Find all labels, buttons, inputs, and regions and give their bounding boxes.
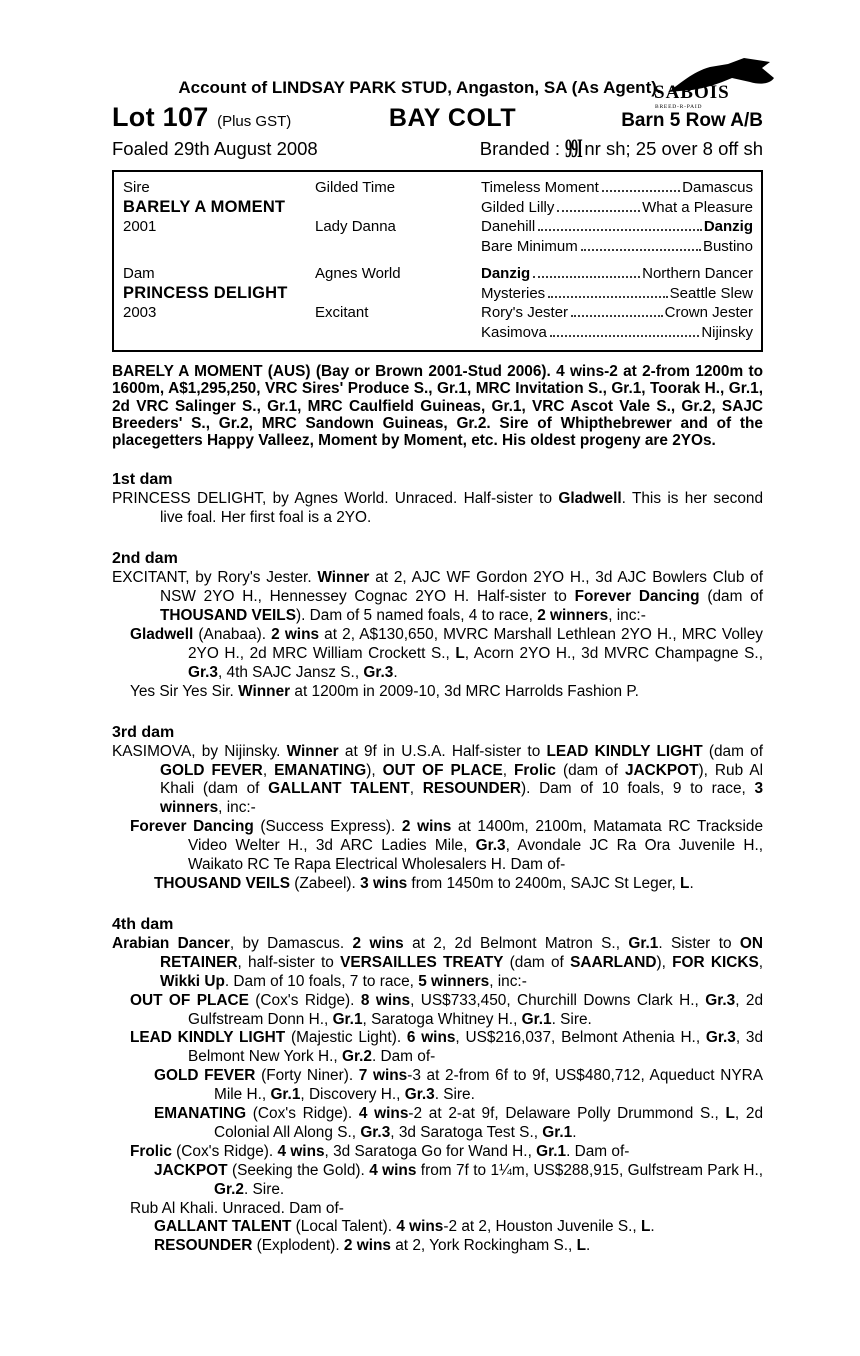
- emphasis-text: ON RETAINER: [160, 934, 764, 971]
- emphasis-text: Gladwell: [558, 490, 622, 508]
- plain-text: from 7f to 1¼m, US$288,915, Gulfstream Park H.,: [416, 1161, 764, 1179]
- plain-text: ), Rub Al Khali (dam of: [160, 761, 764, 798]
- emphasis-text: OUT OF PLACE: [130, 991, 249, 1009]
- pedigree-row: [123, 178, 753, 198]
- emphasis-text: Winner: [286, 742, 339, 760]
- dam-paragraph: [112, 490, 763, 528]
- plain-text: at 2, AJC WF Gordon 2YO H., 3d AJC Bowlers Club of NSW 2YO H., Hennessey Cognac 2YO H. Half-sister to: [160, 569, 763, 606]
- dam-paragraph: [112, 935, 763, 992]
- plain-text: (Anabaa).: [193, 626, 272, 644]
- gen3-name: Kasimova: [481, 323, 547, 341]
- emphasis-text: LEAD KINDLY LIGHT: [546, 742, 703, 760]
- emphasis-text: THOUSAND VEILS: [154, 874, 290, 892]
- brand-mark: 99I: [565, 134, 582, 163]
- plain-text: (Cox's Ridge).: [171, 1142, 278, 1160]
- pedigree-table: [112, 170, 763, 352]
- emphasis-text: 4 wins: [277, 1142, 325, 1160]
- plain-text: , 3d Saratoga Test S.,: [390, 1123, 543, 1141]
- pedigree-cell-gen3: [481, 217, 753, 237]
- emphasis-text: Forever Dancing: [574, 588, 700, 606]
- plain-text: , by Damascus.: [229, 934, 353, 952]
- plain-text: . Sister to: [658, 934, 740, 952]
- branded-prefix: Branded :: [479, 138, 566, 159]
- pedigree-cell-gen1: 2003: [123, 304, 157, 321]
- plain-text: , 3d Saratoga Go for Wand H.,: [324, 1142, 537, 1160]
- emphasis-text: 3 winners: [160, 780, 763, 817]
- plain-text: . Dam of 10 foals, 7 to race,: [224, 972, 419, 990]
- branded-suffix: nr sh; 25 over 8 off sh: [579, 138, 763, 159]
- plain-text: . Sire.: [243, 1180, 285, 1198]
- emphasis-text: BARELY A MOMENT (AUS) (Bay or Brown 2001-Stud 2006). 4 wins-2 at 2-from 1200m to 1600m, A$1,295,250, VRC Sires' Produce S., Gr.1, MRC Invitation S., Gr.1, Toorak H., Gr.1, 2d VRC Salinger S., Gr.1, MRC Caulfield Guineas, Gr.1, VRC Ascot Vale S., Gr.2, SAJC Breeders' S., Gr.2, MRC Sandown Guineas, Gr.2. Sire of Whipthebrewer and of the placegetters Happy Valleez, Moment by Moment, etc. His oldest progeny are 2YOs.: [112, 363, 763, 450]
- gen4-name: Danzig: [703, 218, 753, 235]
- horse-entry: [112, 1218, 763, 1237]
- plain-text: , 2d Gulfstream Donn H.,: [188, 991, 764, 1028]
- plain-text: , inc:-: [218, 799, 256, 817]
- horse-entry: [112, 626, 763, 683]
- pedigree-cell-gen2: Excitant: [315, 304, 369, 321]
- pedigree-cell-gen3: [481, 264, 753, 284]
- emphasis-text: SAARLAND: [570, 953, 657, 971]
- emphasis-text: JACKPOT: [154, 1161, 228, 1179]
- plain-text: (Local Talent).: [291, 1218, 397, 1236]
- plain-text: . Dam of-: [371, 1048, 436, 1066]
- emphasis-text: EMANATING: [274, 761, 367, 779]
- emphasis-text: LEAD KINDLY LIGHT: [130, 1029, 286, 1047]
- plain-text: (Majestic Light).: [285, 1029, 407, 1047]
- pedigree-row: [123, 264, 753, 284]
- gen3-name: Mysteries: [481, 284, 546, 302]
- dot-leader: [538, 229, 702, 231]
- plain-text: ,: [758, 953, 763, 971]
- emphasis-text: GOLD FEVER: [154, 1067, 256, 1085]
- horse-entry: [112, 1143, 763, 1162]
- emphasis-text: 3 wins: [360, 874, 408, 892]
- emphasis-text: Forever Dancing: [130, 818, 254, 836]
- emphasis-text: Gr.1: [270, 1086, 301, 1104]
- emphasis-text: 2 winners: [537, 607, 609, 625]
- gen4-name: Northern Dancer: [642, 265, 753, 282]
- pedigree-cell-gen3: [481, 198, 753, 218]
- pedigree-cell-gen1: Sire: [123, 179, 150, 196]
- emphasis-text: L: [576, 1237, 586, 1255]
- gst-note: (Plus GST): [217, 113, 292, 130]
- plain-text: (Explodent).: [252, 1237, 344, 1255]
- pedigree-cell-gen1: 2001: [123, 218, 157, 235]
- gen3-name: Rory's Jester: [481, 304, 569, 321]
- gen3-name: Danzig: [481, 265, 531, 282]
- section-heading: 3rd dam: [112, 723, 175, 741]
- pedigree-cell-gen3: [481, 237, 753, 257]
- emphasis-text: Gr.1: [332, 1010, 363, 1028]
- horse-entry: [112, 1200, 763, 1219]
- gen4-name: Crown Jester: [664, 304, 753, 321]
- emphasis-text: Gr.3: [188, 663, 218, 681]
- plain-text: .: [393, 663, 398, 681]
- emphasis-text: Gr.3: [705, 1029, 736, 1047]
- emphasis-text: Frolic: [514, 761, 556, 779]
- plain-text: Rub Al Khali. Unraced. Dam of-: [130, 1199, 344, 1217]
- emphasis-text: 2 wins: [343, 1237, 391, 1255]
- plain-text: at 2, A$130,650, MVRC Marshall Lethlean 2YO H., MRC Volley 2YO H., 2d MRC William Crockett S.,: [188, 626, 763, 662]
- plain-text: ,: [409, 780, 423, 798]
- plain-text: . Sire.: [551, 1010, 592, 1028]
- plain-text: , Acorn 2YO H., 3d MVRC Champagne S.,: [464, 644, 763, 662]
- gen3-name: Danehill: [481, 218, 536, 235]
- plain-text: , inc:-: [489, 972, 527, 990]
- emphasis-text: Gr.3: [705, 991, 736, 1009]
- emphasis-text: Gr.1: [628, 934, 659, 952]
- plain-text: , 3d Belmont New York H.,: [188, 1029, 764, 1066]
- emphasis-text: 2 wins: [401, 818, 452, 836]
- plain-text: . Sire.: [434, 1086, 475, 1104]
- pedigree-cell-gen3: [481, 284, 753, 304]
- plain-text: (Zabeel).: [289, 874, 361, 892]
- pedigree-row: [123, 323, 753, 343]
- dam-sections: [112, 470, 763, 1256]
- horse-entry: [112, 1162, 763, 1200]
- dot-leader: [602, 190, 680, 192]
- emphasis-text: L: [680, 874, 690, 892]
- pedigree-cell-gen1: Dam: [123, 265, 155, 282]
- emphasis-text: GOLD FEVER: [160, 761, 263, 779]
- plain-text: ,: [262, 761, 275, 779]
- emphasis-text: GALLANT TALENT: [268, 780, 410, 798]
- lot-number: Lot 107: [112, 102, 209, 132]
- emphasis-text: 2 wins: [271, 626, 320, 644]
- horse-entry: [112, 992, 763, 1030]
- emphasis-text: RESOUNDER: [154, 1237, 253, 1255]
- emphasis-text: Gr.3: [475, 837, 506, 855]
- plain-text: ). Dam of 5 named foals, 4 to race,: [295, 607, 538, 625]
- section-heading: 2nd dam: [112, 550, 178, 568]
- plain-text: . This is her second live foal. Her first foal is a 2YO.: [160, 490, 763, 527]
- plain-text: ,: [502, 761, 515, 779]
- emphasis-text: Gr.3: [360, 1123, 391, 1141]
- emphasis-text: FOR KICKS: [672, 953, 759, 971]
- dam-section: [112, 549, 763, 701]
- emphasis-text: 4 wins: [369, 1161, 417, 1179]
- plain-text: .: [650, 1218, 655, 1236]
- dam-section: [112, 470, 763, 528]
- gen3-name: Gilded Lilly: [481, 198, 555, 216]
- emphasis-text: 4 wins: [358, 1105, 409, 1123]
- emphasis-text: Gr.2: [341, 1048, 372, 1066]
- plain-text: Yes Sir Yes Sir.: [130, 682, 239, 700]
- foaled-date: Foaled 29th August 2008: [112, 138, 318, 159]
- plain-text: (Seeking the Gold).: [227, 1161, 370, 1179]
- horse-entry: [112, 818, 763, 875]
- plain-text: (Success Express).: [253, 818, 402, 836]
- emphasis-text: VERSAILLES TREATY: [340, 953, 504, 971]
- plain-text: (Cox's Ridge).: [246, 1105, 359, 1123]
- dam-paragraph: [112, 743, 763, 819]
- branded-line: [480, 136, 763, 162]
- dam-paragraph: [112, 569, 763, 626]
- horse-entry: [112, 1237, 763, 1256]
- emphasis-text: RESOUNDER: [422, 780, 522, 798]
- pedigree-cell-gen2: Agnes World: [315, 265, 401, 282]
- dot-leader: [557, 210, 640, 212]
- plain-text: -3 at 2-from 6f to 9f, US$480,712, Aqueduct NYRA Mile H.,: [214, 1067, 764, 1104]
- sabois-logo-name: SABOIS: [654, 82, 730, 103]
- plain-text: , half-sister to: [237, 953, 341, 971]
- pedigree-row: [123, 237, 753, 257]
- foaled-row: [112, 136, 763, 162]
- emphasis-text: L: [725, 1105, 735, 1123]
- emphasis-text: 6 wins: [406, 1029, 456, 1047]
- dam-pedigree-group: [123, 264, 753, 342]
- account-line: Account of LINDSAY PARK STUD, Angaston, SA (As Agent).: [178, 78, 662, 97]
- emphasis-text: Frolic: [130, 1142, 172, 1160]
- plain-text: at 2, York Rockingham S.,: [390, 1237, 577, 1255]
- emphasis-text: Winner: [238, 682, 291, 700]
- dot-leader: [581, 249, 701, 251]
- gen4-name: What a Pleasure: [642, 198, 753, 216]
- emphasis-text: Winner: [317, 569, 370, 587]
- dam-section: [112, 723, 763, 894]
- gen4-name: Seattle Slew: [669, 284, 753, 302]
- emphasis-text: 8 wins: [360, 991, 411, 1009]
- emphasis-text: Gr.3: [404, 1086, 435, 1104]
- emphasis-text: Gr.1: [536, 1142, 567, 1160]
- plain-text: ). Dam of 10 foals, 9 to race,: [521, 780, 755, 798]
- emphasis-text: 5 winners: [418, 972, 490, 990]
- emphasis-text: L: [455, 644, 465, 662]
- emphasis-text: Gr.1: [521, 1010, 552, 1028]
- sabois-logo: [648, 64, 770, 126]
- pedigree-row: [123, 217, 753, 237]
- emphasis-text: JACKPOT: [624, 761, 699, 779]
- emphasis-text: Arabian Dancer: [112, 934, 230, 952]
- plain-text: -2 at 2, Houston Juvenile S.,: [443, 1218, 641, 1236]
- emphasis-text: OUT OF PLACE: [382, 761, 503, 779]
- plain-text: , Saratoga Whitney H.,: [362, 1010, 522, 1028]
- dot-leader: [533, 276, 640, 278]
- pedigree-cell-gen1: BARELY A MOMENT: [123, 197, 286, 216]
- gen3-name: Bare Minimum: [481, 237, 578, 255]
- plain-text: .: [586, 1237, 591, 1255]
- gen3-name: Timeless Moment: [481, 179, 599, 196]
- plain-text: at 2, 2d Belmont Matron S.,: [403, 934, 629, 952]
- emphasis-text: Gr.1: [542, 1123, 573, 1141]
- sire-summary: [112, 363, 763, 449]
- pedigree-cell-gen3: [481, 178, 753, 198]
- horse-entry: [112, 1105, 763, 1143]
- pedigree-cell-gen3: [481, 303, 753, 323]
- plain-text: .: [689, 874, 694, 892]
- emphasis-text: 7 wins: [358, 1067, 408, 1085]
- plain-text: , 4th SAJC Jansz S.,: [217, 663, 364, 681]
- plain-text: .: [572, 1123, 577, 1141]
- plain-text: from 1450m to 2400m, SAJC St Leger,: [407, 874, 681, 892]
- dot-leader: [548, 296, 667, 298]
- plain-text: , 2d Colonial All Along S.,: [214, 1105, 764, 1141]
- plain-text: . Dam of-: [566, 1142, 630, 1160]
- plain-text: at 1400m, 2100m, Matamata RC Trackside Video Welter H., 3d ARC Ladies Mile,: [188, 818, 764, 855]
- sabois-logo-tagline: BREED-R-PAID: [655, 104, 703, 110]
- plain-text: KASIMOVA, by Nijinsky.: [112, 742, 287, 760]
- sire-pedigree-group: [123, 178, 753, 256]
- plain-text: ),: [656, 953, 673, 971]
- plain-text: , Discovery H.,: [300, 1086, 405, 1104]
- plain-text: (Cox's Ridge).: [248, 991, 361, 1009]
- dot-leader: [550, 335, 699, 337]
- emphasis-text: L: [640, 1218, 651, 1236]
- horse-entry: [112, 1029, 763, 1067]
- horse-description: BAY COLT: [388, 104, 517, 132]
- lot-left: [112, 102, 359, 133]
- plain-text: at 1200m in 2009-10, 3d MRC Harrolds Fashion P.: [290, 682, 639, 700]
- plain-text: at 9f in U.S.A. Half-sister to: [338, 742, 547, 760]
- plain-text: (dam of: [555, 761, 625, 779]
- plain-text: -2 at 2-at 9f, Delaware Polly Drummond S.,: [408, 1105, 726, 1123]
- pedigree-cell-gen1: PRINCESS DELIGHT: [123, 283, 288, 302]
- plain-text: (dam of: [699, 588, 763, 606]
- section-heading: 4th dam: [112, 915, 174, 933]
- emphasis-text: THOUSAND VEILS: [160, 607, 296, 625]
- page-content: [112, 78, 763, 1256]
- plain-text: EXCITANT, by Rory's Jester.: [112, 569, 318, 587]
- plain-text: , US$733,450, Churchill Downs Clark H.,: [410, 991, 706, 1009]
- emphasis-text: Wikki Up: [160, 972, 225, 990]
- horse-entry: [112, 683, 763, 702]
- horse-entry: [112, 1067, 763, 1105]
- section-heading: 1st dam: [112, 471, 173, 489]
- plain-text: ),: [366, 761, 383, 779]
- gen4-name: Bustino: [702, 237, 753, 255]
- barn-location: Barn 5 Row A/B: [621, 110, 764, 131]
- pedigree-cell-gen2: Lady Danna: [315, 218, 396, 235]
- pedigree-row: [123, 198, 753, 218]
- plain-text: , inc:-: [608, 607, 646, 625]
- gen4-name: Nijinsky: [701, 323, 753, 341]
- emphasis-text: Gr.2: [214, 1180, 244, 1198]
- pedigree-row: [123, 284, 753, 304]
- pedigree-cell-gen2: Gilded Time: [315, 179, 396, 196]
- emphasis-text: Gladwell: [130, 626, 194, 644]
- gen4-name: Damascus: [682, 179, 753, 196]
- plain-text: PRINCESS DELIGHT, by Agnes World. Unraced. Half-sister to: [112, 490, 559, 508]
- plain-text: (dam of: [503, 953, 571, 971]
- plain-text: , Avondale JC Ra Ora Juvenile H., Waikato RC Te Rapa Electrical Wholesalers H. Dam of-: [188, 837, 764, 874]
- plain-text: (Forty Niner).: [255, 1067, 359, 1085]
- emphasis-text: 4 wins: [396, 1218, 444, 1236]
- emphasis-text: 2 wins: [352, 934, 404, 952]
- plain-text: , US$216,037, Belmont Athenia H.,: [455, 1029, 706, 1047]
- pedigree-cell-gen3: [481, 323, 753, 343]
- emphasis-text: EMANATING: [154, 1105, 247, 1123]
- emphasis-text: Gr.3: [363, 663, 394, 681]
- dot-leader: [571, 315, 663, 317]
- emphasis-text: GALLANT TALENT: [154, 1218, 292, 1236]
- horse-entry: [112, 875, 763, 894]
- pedigree-row: [123, 303, 753, 323]
- dam-section: [112, 915, 763, 1256]
- plain-text: (dam of: [702, 742, 763, 760]
